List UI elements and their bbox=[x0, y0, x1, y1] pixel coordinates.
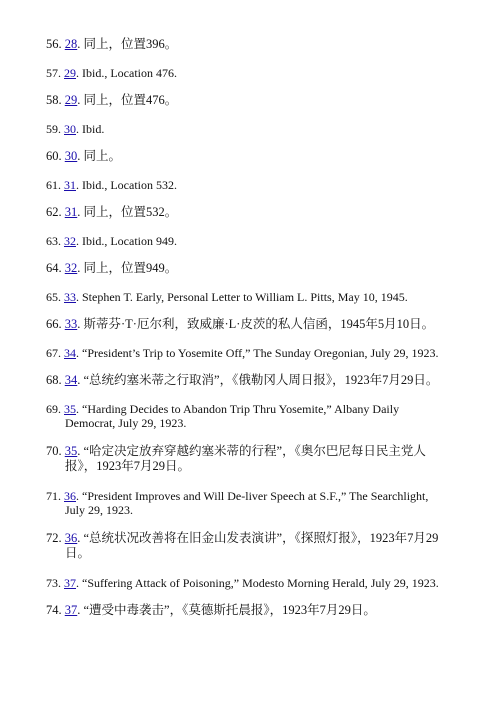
footnote-number: 69. bbox=[46, 402, 61, 416]
footnote-63 bbox=[46, 234, 466, 248]
footnote-number: 61. bbox=[46, 178, 61, 192]
footnote-backlink[interactable]: 30 bbox=[64, 149, 78, 163]
footnote-59 bbox=[46, 122, 466, 136]
footnote-number: 67. bbox=[46, 346, 61, 360]
footnote-backlink[interactable]: 34 bbox=[64, 373, 78, 387]
footnote-text: . “遭受中毒袭击”，《莫德斯托晨报》，1923年7月29日。 bbox=[77, 603, 376, 617]
footnote-backlink[interactable]: 37 bbox=[64, 576, 76, 590]
footnote-number: 72. bbox=[46, 531, 62, 545]
footnote-text: . 同上，位置532。 bbox=[77, 205, 178, 219]
footnote-backlink[interactable]: 36 bbox=[64, 489, 76, 503]
footnote-68 bbox=[46, 373, 486, 388]
footnote-backlink[interactable]: 29 bbox=[64, 66, 76, 80]
footnote-62 bbox=[46, 205, 466, 220]
footnote-backlink[interactable]: 32 bbox=[64, 234, 76, 248]
footnote-text: . Ibid. bbox=[76, 122, 105, 136]
footnote-backlink[interactable]: 35 bbox=[64, 402, 76, 416]
footnote-text: . 同上，位置949。 bbox=[77, 261, 178, 275]
footnote-60 bbox=[46, 149, 466, 164]
footnote-number: 66. bbox=[46, 317, 62, 331]
footnote-number: 70. bbox=[46, 444, 62, 458]
footnote-backlink[interactable]: 34 bbox=[64, 346, 76, 360]
footnote-text-continued: 日。 bbox=[65, 546, 91, 560]
footnote-text: . 同上，位置396。 bbox=[77, 37, 178, 51]
footnote-number: 62. bbox=[46, 205, 62, 219]
footnote-number: 64. bbox=[46, 261, 62, 275]
footnote-69 bbox=[46, 402, 466, 430]
footnote-text: . “总统约塞米蒂之行取消”，《俄勒冈人周日报》，1923年7月29日。 bbox=[77, 373, 439, 387]
footnote-text: . “Suffering Attack of Poisoning,” Modesto Morning Herald, July 29, 1923. bbox=[76, 576, 439, 590]
footnote-text: . Ibid., Location 532. bbox=[76, 178, 177, 192]
footnote-number: 73. bbox=[46, 576, 61, 590]
footnote-number: 60. bbox=[46, 149, 62, 163]
footnote-text: . 同上。 bbox=[77, 149, 122, 163]
footnote-text-continued: Democrat, July 29, 1923. bbox=[65, 416, 187, 430]
footnote-text-continued: 报》，1923年7月29日。 bbox=[65, 459, 191, 473]
footnote-number: 59. bbox=[46, 122, 61, 136]
footnote-backlink[interactable]: 33 bbox=[64, 290, 76, 304]
footnote-58 bbox=[46, 93, 466, 108]
footnote-backlink[interactable]: 35 bbox=[64, 444, 78, 458]
footnote-text-continued: July 29, 1923. bbox=[65, 503, 134, 517]
footnote-backlink[interactable]: 30 bbox=[64, 122, 76, 136]
footnote-number: 65. bbox=[46, 290, 61, 304]
footnote-text: . “总统状况改善将在旧金山发表演讲”，《探照灯报》，1923年7月29 bbox=[77, 531, 439, 545]
footnote-65 bbox=[46, 290, 486, 304]
footnote-backlink[interactable]: 31 bbox=[64, 205, 78, 219]
footnote-57 bbox=[46, 66, 466, 80]
footnote-backlink[interactable]: 31 bbox=[64, 178, 76, 192]
footnote-number: 68. bbox=[46, 373, 62, 387]
footnote-text: . Ibid., Location 949. bbox=[76, 234, 177, 248]
footnote-text: . “Harding Decides to Abandon Trip Thru Yosemite,” Albany Daily bbox=[76, 402, 400, 416]
footnote-56 bbox=[46, 37, 466, 52]
footnote-backlink[interactable]: 29 bbox=[64, 93, 78, 107]
footnote-64 bbox=[46, 261, 466, 276]
footnote-72 bbox=[46, 531, 466, 561]
footnote-backlink[interactable]: 28 bbox=[64, 37, 78, 51]
footnote-backlink[interactable]: 33 bbox=[64, 317, 78, 331]
footnote-backlink[interactable]: 32 bbox=[64, 261, 78, 275]
footnote-71 bbox=[46, 489, 466, 517]
footnote-number: 71. bbox=[46, 489, 61, 503]
footnote-74 bbox=[46, 603, 486, 618]
footnote-number: 74. bbox=[46, 603, 62, 617]
footnote-text: . 同上，位置476。 bbox=[77, 93, 178, 107]
footnote-70 bbox=[46, 444, 466, 474]
footnote-73 bbox=[46, 576, 486, 590]
footnote-text: . Stephen T. Early, Personal Letter to William L. Pitts, May 10, 1945. bbox=[76, 290, 408, 304]
footnote-66 bbox=[46, 317, 486, 332]
footnote-text: . Ibid., Location 476. bbox=[76, 66, 177, 80]
footnote-number: 56. bbox=[46, 37, 62, 51]
footnote-backlink[interactable]: 37 bbox=[64, 603, 78, 617]
footnote-number: 58. bbox=[46, 93, 62, 107]
footnote-67 bbox=[46, 346, 486, 360]
footnote-text: . “President’s Trip to Yosemite Off,” The Sunday Oregonian, July 29, 1923. bbox=[76, 346, 439, 360]
footnote-number: 57. bbox=[46, 66, 61, 80]
footnote-text: . “哈定决定放弃穿越约塞米蒂的行程”，《奥尔巴尼每日民主党人 bbox=[77, 444, 426, 458]
footnote-number: 63. bbox=[46, 234, 61, 248]
footnote-text: . “President Improves and Will De-liver Speech at S.F.,” The Searchlight, bbox=[76, 489, 429, 503]
footnote-61 bbox=[46, 178, 466, 192]
footnote-text: . 斯蒂芬·T·厄尔利，致威廉·L·皮茨的私人信函，1945年5月10日。 bbox=[77, 317, 435, 331]
footnote-backlink[interactable]: 36 bbox=[64, 531, 78, 545]
